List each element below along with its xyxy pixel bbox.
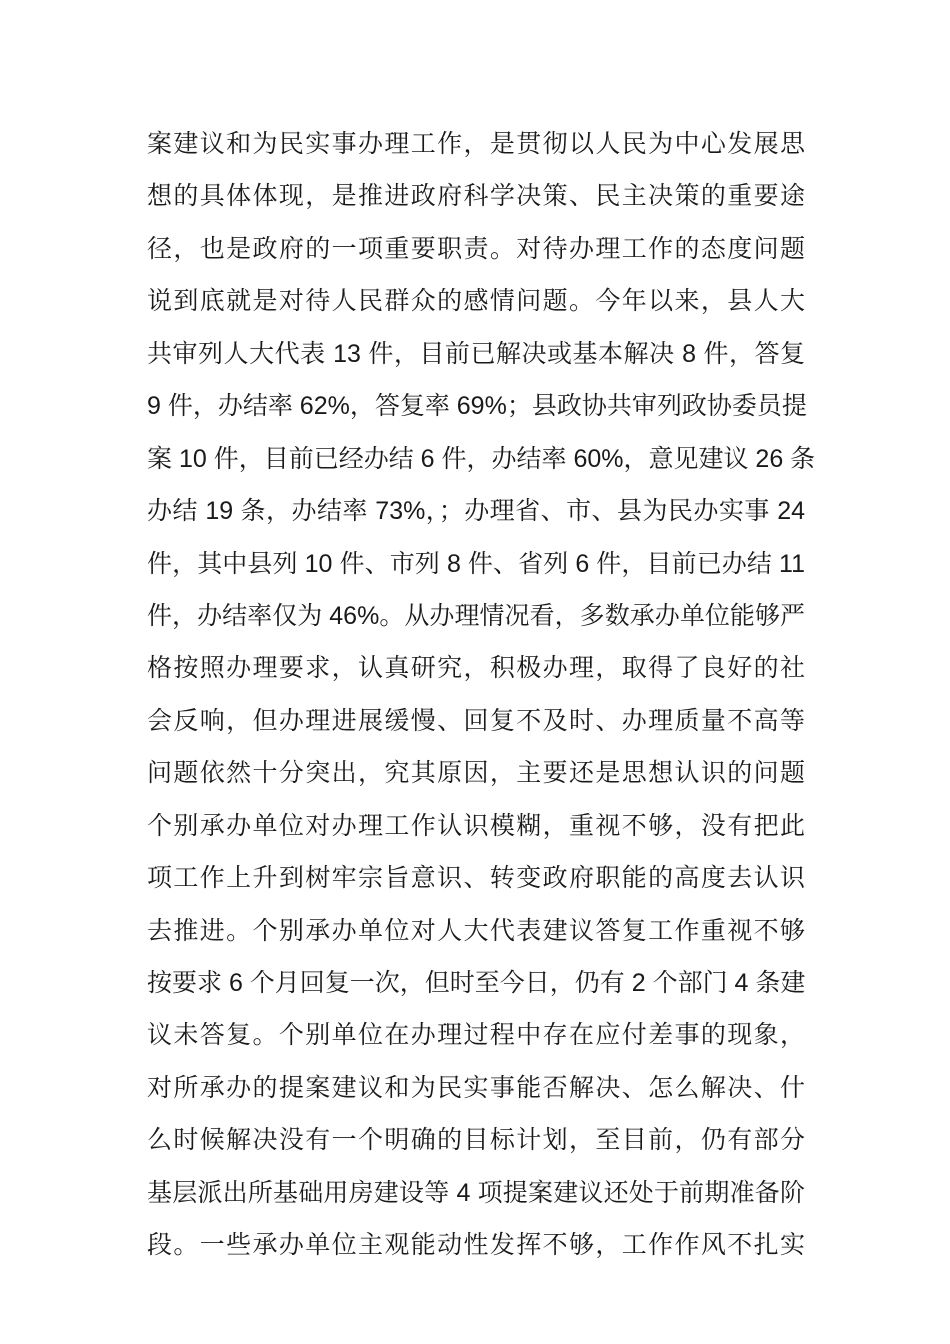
text-line: 按要求 6 个月回复一次，但时至今日，仍有 2 个部门 4 条建 (147, 969, 806, 997)
document-body (147, 124, 816, 1278)
text-line: 段。一些承办单位主观能动性发挥不够，工作作风不扎实 (147, 1231, 805, 1260)
text-line: 件，办结率仅为 46%。从办理情况看，多数承办单位能够严 (147, 601, 805, 630)
text-line: 9 件，办结率 62%，答复率 69%；县政协共审列政协委员提 (147, 392, 807, 421)
text-line: 件，其中县列 10 件、市列 8 件、省列 6 件，目前已办结 11 (147, 549, 805, 578)
text-line: 案建议和为民实事办理工作，是贯彻以人民为中心发展思 (147, 130, 805, 158)
text-line: 么时候解决没有一个明确的目标计划，至目前，仍有部分 (147, 1126, 805, 1155)
text-line: 径，也是政府的一项重要职责。对待办理工作的态度问题 (147, 234, 805, 263)
text-line: 案 10 件，目前已经办结 6 件，办结率 60%，意见建议 26 条 (147, 444, 816, 473)
text-line: 问题依然十分突出，究其原因，主要还是思想认识的问题 (147, 759, 805, 788)
text-line: 说到底就是对待人民群众的感情问题。今年以来，县人大 (147, 287, 805, 316)
text-line: 对所承办的提案建议和为民实事能否解决、怎么解决、什 (147, 1073, 805, 1102)
text-line: 共审列人大代表 13 件，目前已解决或基本解决 8 件，答复 (147, 339, 805, 368)
text-line: 项工作上升到树牢宗旨意识、转变政府职能的高度去认识 (147, 864, 805, 893)
text-line: 个别承办单位对办理工作认识模糊，重视不够，没有把此 (147, 811, 805, 840)
text-line: 基层派出所基础用房建设等 4 项提案建议还处于前期准备阶 (147, 1178, 805, 1207)
text-line: 办结 19 条，办结率 73%，；办理省、市、县为民办实事 24 (147, 497, 805, 526)
text-line: 去推进。个别承办单位对人大代表建议答复工作重视不够 (147, 916, 805, 945)
text-line: 议未答复。个别单位在办理过程中存在应付差事的现象， (147, 1021, 805, 1050)
text-line: 格按照办理要求，认真研究，积极办理，取得了良好的社 (147, 654, 805, 683)
text-line: 想的具体体现，是推进政府科学决策、民主决策的重要途 (147, 182, 805, 211)
text-line: 会反响，但办理进展缓慢、回复不及时、办理质量不高等 (147, 706, 805, 735)
